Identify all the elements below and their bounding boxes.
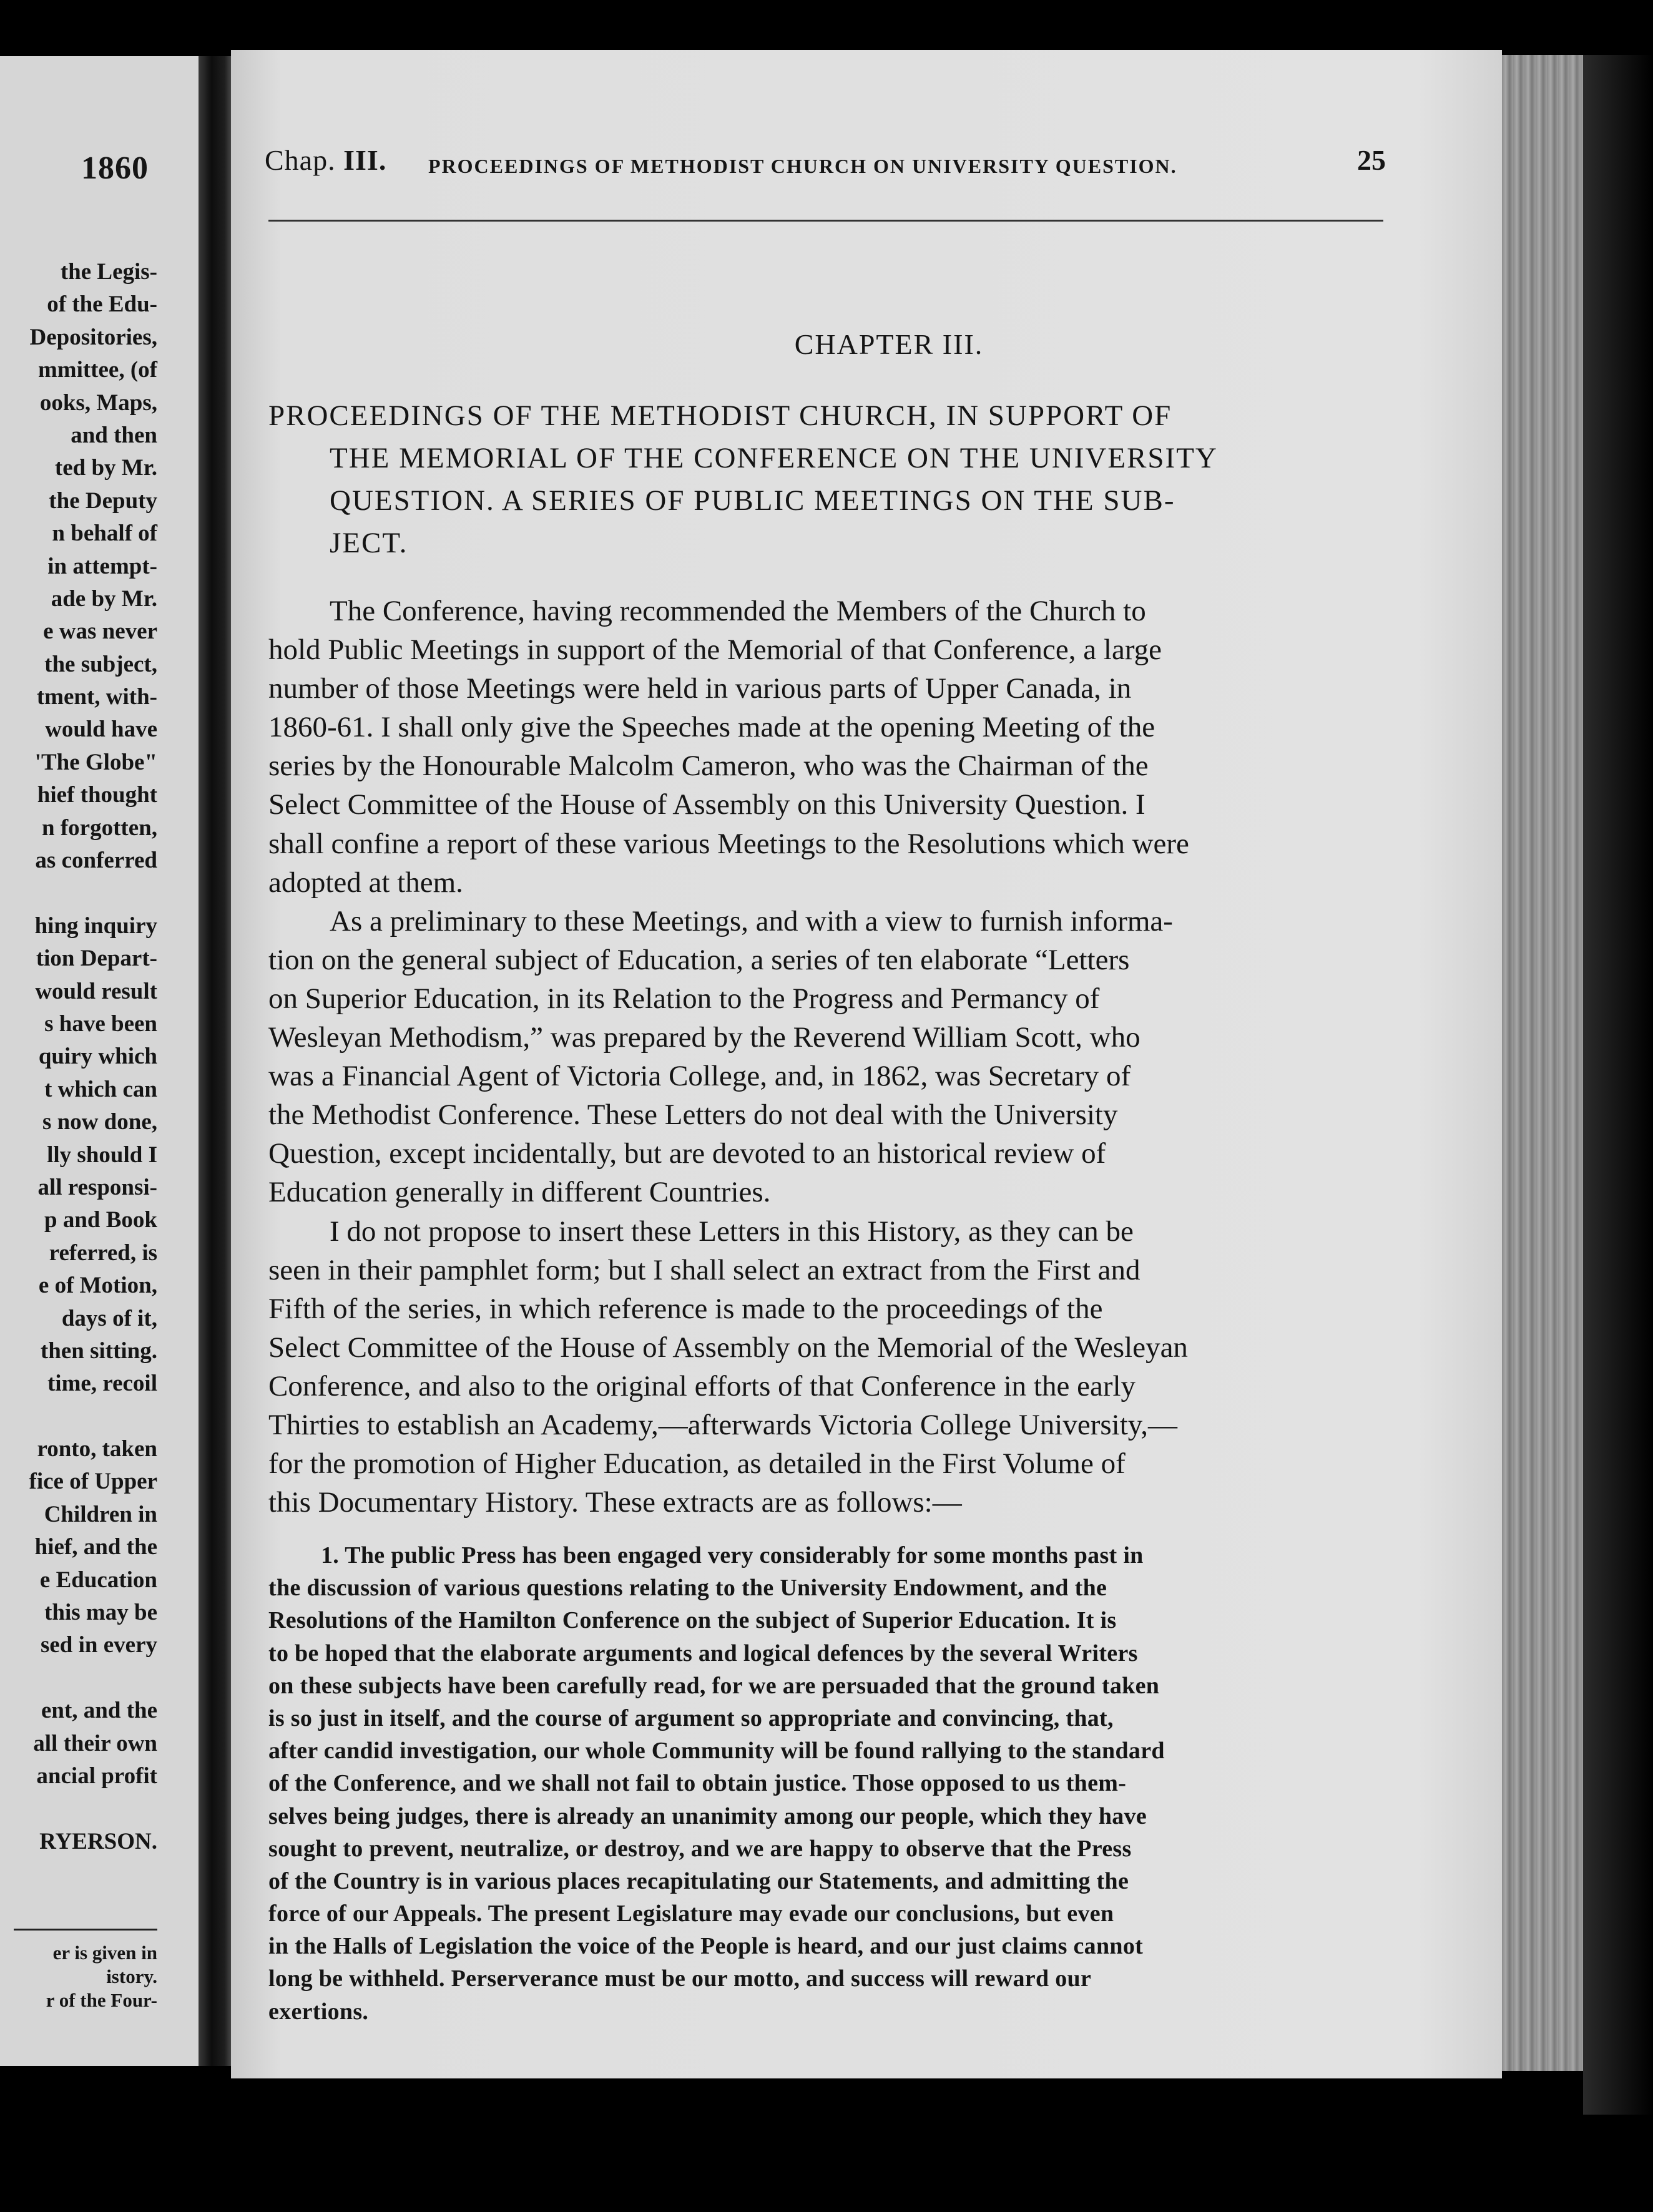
- left-text-line: would have: [45, 717, 157, 743]
- left-text-line: e was never: [43, 619, 157, 645]
- extract-line: Resolutions of the Hamilton Conference on the subject of Superior Education. It is: [268, 1607, 1117, 1634]
- extract-line: the discussion of various questions relating to the University Endowment, and the: [268, 1575, 1107, 1602]
- body-text: [268, 592, 1392, 1522]
- left-text-line: then sitting.: [40, 1338, 157, 1364]
- chapter-number: III.: [343, 144, 387, 176]
- body-line: was a Financial Agent of Victoria College, and, in 1862, was Secretary of: [268, 1060, 1131, 1093]
- left-page-footnote: [46, 1941, 157, 2012]
- body-line: for the promotion of Higher Education, as detailed in the First Volume of: [268, 1447, 1126, 1480]
- body-line: Fifth of the series, in which reference is made to the proceedings of the: [268, 1292, 1103, 1325]
- left-text-line: of the Edu-: [47, 291, 157, 318]
- left-text-line: hief thought: [37, 782, 157, 808]
- body-line: Question, except incidentally, but are devoted to an historical review of: [268, 1137, 1106, 1170]
- left-text-line: hief, and the: [34, 1534, 157, 1560]
- left-text-line: hing inquiry: [34, 913, 157, 939]
- left-text-line: would result: [35, 978, 157, 1004]
- page-number: 25: [1357, 144, 1386, 176]
- left-text-line: ted by Mr.: [54, 455, 157, 481]
- left-text-line: t which can: [44, 1076, 157, 1102]
- body-line: the Methodist Conference. These Letters do not deal with the University: [268, 1099, 1118, 1132]
- body-line: this Documentary History. These extracts are as follows:—: [268, 1486, 962, 1519]
- left-footnote-line: er is given in: [52, 1942, 157, 1964]
- left-text-line: ent, and the: [41, 1698, 157, 1724]
- body-line: Education generally in different Countries.: [268, 1176, 771, 1209]
- body-line: Conference, and also to the original efforts of that Conference in the early: [268, 1369, 1136, 1402]
- body-line: tion on the general subject of Education, a series of ten elaborate “Letters: [268, 943, 1130, 976]
- left-text-line: referred, is: [49, 1240, 157, 1266]
- chapter-heading: CHAPTER III.: [794, 328, 984, 360]
- extract-line: to be hoped that the elaborate arguments and logical defences by the several Writers: [268, 1640, 1138, 1666]
- left-text-line: [29, 1401, 158, 1433]
- left-text-line: [29, 1793, 158, 1825]
- body-line: adopted at them.: [268, 866, 463, 899]
- body-line: As a preliminary to these Meetings, and with a view to furnish informa-: [330, 904, 1173, 937]
- extract-line: is so just in itself, and the course of argument so appropriate and convincing, that,: [268, 1705, 1114, 1731]
- body-line: I do not propose to insert these Letters in this History, as they can be: [330, 1215, 1134, 1248]
- left-page-number: 1860: [81, 150, 149, 186]
- left-text-line: sed in every: [40, 1632, 157, 1658]
- left-text-line: the subject,: [44, 651, 157, 677]
- left-text-line: [29, 1662, 158, 1695]
- left-text-line: RYERSON.: [39, 1828, 157, 1854]
- body-line: hold Public Meetings in support of the Memorial of that Conference, a large: [268, 634, 1162, 667]
- left-text-line: time, recoil: [47, 1371, 157, 1397]
- body-line: The Conference, having recommended the Members of the Church to: [330, 595, 1146, 627]
- body-line: on Superior Education, in its Relation to the Progress and Permancy of: [268, 982, 1100, 1015]
- body-line: 1860-61. I shall only give the Speeches made at the opening Meeting of the: [268, 711, 1155, 744]
- left-text-line: and then: [71, 422, 157, 448]
- left-text-line: all responsi-: [37, 1174, 157, 1200]
- left-text-line: this may be: [44, 1600, 157, 1626]
- left-text-line: mmittee, (of: [37, 357, 157, 383]
- running-head: [265, 144, 1386, 187]
- body-line: number of those Meetings were held in various parts of Upper Canada, in: [268, 672, 1132, 705]
- chapter-title-line: PROCEEDINGS OF THE METHODIST CHURCH, IN SUPPORT OF: [268, 399, 1172, 432]
- left-text-line: [29, 877, 158, 909]
- left-footnote-rule: [14, 1929, 157, 1931]
- left-text-line: tment, with-: [36, 684, 157, 710]
- chapter-title-line: THE MEMORIAL OF THE CONFERENCE ON THE UNIVERSITY: [330, 442, 1218, 474]
- left-text-line: s now done,: [42, 1109, 157, 1135]
- scan-border: [1583, 55, 1653, 2115]
- left-text-line: e of Motion,: [38, 1273, 157, 1299]
- extract-line: long be withheld. Perserverance must be our motto, and success will reward our: [268, 1965, 1092, 1992]
- chapter-label: Chap.: [265, 144, 336, 176]
- left-text-line: all their own: [33, 1730, 157, 1756]
- left-text-line: Children in: [44, 1501, 157, 1527]
- left-text-line: lly should I: [47, 1142, 157, 1168]
- extract-line: in the Halls of Legislation the voice of the People is heard, and our just claims cannot: [268, 1933, 1144, 1960]
- running-head-chapter: [265, 144, 386, 177]
- left-text-line: the Legis-: [60, 259, 157, 285]
- left-text-line: n forgotten,: [42, 815, 157, 841]
- left-text-line: tion Depart-: [36, 946, 157, 972]
- left-text-line: as conferred: [35, 848, 157, 874]
- left-text-line: ronto, taken: [37, 1436, 157, 1462]
- left-text-line: p and Book: [44, 1207, 157, 1233]
- body-line: Select Committee of the House of Assembly on the Memorial of the Wesleyan: [268, 1331, 1188, 1364]
- body-line: Select Committee of the House of Assembly on this University Question. I: [268, 788, 1145, 821]
- extract-line: of the Conference, and we shall not fail to obtain justice. Those opposed to us them-: [268, 1770, 1127, 1797]
- left-text-line: days of it,: [61, 1305, 157, 1331]
- extract-line: sought to prevent, neutralize, or destroy, and we are happy to observe that the Press: [268, 1835, 1132, 1862]
- left-text-line: 'The Globe": [34, 749, 157, 775]
- chapter-title: [268, 394, 1386, 564]
- left-text-line: ancial profit: [36, 1763, 157, 1789]
- left-text-line: the Deputy: [49, 487, 157, 514]
- chapter-title-line: QUESTION. A SERIES OF PUBLIC MEETINGS ON THE SUB-: [330, 484, 1175, 517]
- left-text-line: n behalf of: [52, 521, 157, 547]
- running-head-title: PROCEEDINGS OF METHODIST CHURCH ON UNIVERSITY QUESTION.: [428, 155, 1177, 177]
- extract-line: selves being judges, there is already an unanimity among our people, which they have: [268, 1803, 1147, 1829]
- left-text-line: fice of Upper: [29, 1469, 157, 1495]
- extract-line: after candid investigation, our whole Community will be found rallying to the standard: [268, 1738, 1165, 1764]
- extract-line: on these subjects have been carefully read, for we are persuaded that the ground taken: [268, 1672, 1160, 1699]
- extract-line: of the Country is in various places recapitulating our Statements, and admitting the: [268, 1867, 1129, 1894]
- extract-line: force of our Appeals. The present Legislature may evade our conclusions, but even: [268, 1901, 1114, 1927]
- left-text-line: quiry which: [38, 1044, 157, 1070]
- left-footnote-line: istory.: [106, 1965, 157, 1987]
- left-text-line: ade by Mr.: [51, 585, 157, 612]
- left-footnote-line: r of the Four-: [46, 1989, 157, 2011]
- chapter-title-line: JECT.: [330, 527, 408, 559]
- left-page-text: [29, 256, 158, 1858]
- left-text-line: e Education: [39, 1567, 157, 1593]
- body-line: Wesleyan Methodism,” was prepared by the Reverend William Scott, who: [268, 1021, 1140, 1054]
- body-line: seen in their pamphlet form; but I shall select an extract from the First and: [268, 1253, 1140, 1286]
- left-text-line: Depositories,: [29, 324, 157, 350]
- left-text-line: ooks, Maps,: [39, 389, 157, 416]
- body-line: shall confine a report of these various Meetings to the Resolutions which were: [268, 827, 1189, 860]
- body-line: series by the Honourable Malcolm Cameron, who was the Chairman of the: [268, 750, 1149, 783]
- body-line: Thirties to establish an Academy,—afterwards Victoria College University,—: [268, 1408, 1177, 1441]
- extract-line: exertions.: [268, 1998, 369, 2025]
- extract-line: 1. The public Press has been engaged very considerably for some months past in: [321, 1542, 1144, 1568]
- header-rule: [268, 220, 1383, 222]
- left-text-line: s have been: [44, 1011, 157, 1037]
- left-text-line: in attempt-: [47, 553, 157, 579]
- quoted-extract: [268, 1539, 1400, 2028]
